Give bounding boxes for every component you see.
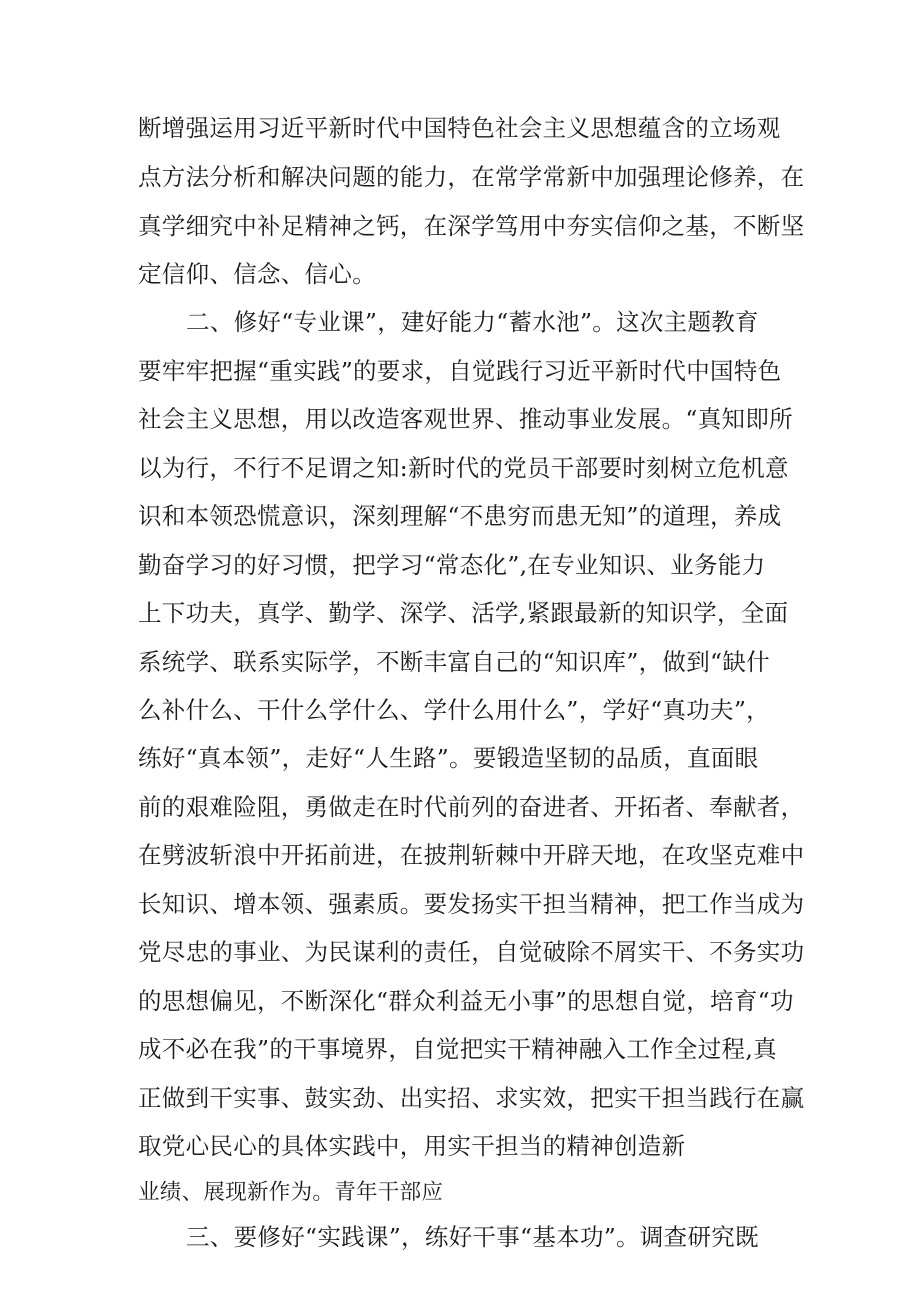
text-line: 成不必在我”的干事境界，自觉把实干精神融入工作全过程,真 <box>138 1035 777 1063</box>
text-line: 么补什么、干什么学什么、学什么用什么”，学好“真功夫”， <box>138 696 770 724</box>
text-line: 真学细究中补足精神之钙，在深学笃用中夯实信仰之基，不断坚 <box>138 212 805 240</box>
text-line: 点方法分析和解决问题的能力，在常学常新中加强理论修养，在 <box>138 163 805 191</box>
text-line: 系统学、联系实际学，不断丰富自己的“知识库”，做到“缺什 <box>138 648 770 676</box>
text-line: 的思想偏见，不断深化“群众利益无小事”的思想自觉，培育“功 <box>138 987 794 1015</box>
text-line: 练好“真本领”，走好“人生路”。要锻造坚韧的品质，直面眼 <box>138 744 759 772</box>
text-line: 党尽忠的事业、为民谋利的责任，自觉破除不屑实干、不务实功 <box>138 938 805 966</box>
text-line: 前的艰难险阻，勇做走在时代前列的奋进者、开拓者、奉献者， <box>138 793 805 821</box>
text-line: 识和本领恐慌意识，深刻理解“不患穷而患无知”的道理，养成 <box>138 502 782 530</box>
text-line: 断增强运用习近平新时代中国特色社会主义思想蕴含的立场观 <box>138 114 781 142</box>
text-line: 取党心民心的具体实践中，用实干担当的精神创造新 <box>138 1132 686 1160</box>
text-line: 业绩、展现新作为。青年干部应 <box>138 1180 444 1205</box>
text-line: 长知识、增本领、强素质。要发扬实干担当精神，把工作当成为 <box>138 890 805 918</box>
text-line: 定信仰、信念、信心。 <box>138 260 376 288</box>
text-line: 上下功夫，真学、勤学、深学、活学,紧跟最新的知识学，全面 <box>138 599 789 627</box>
text-line: 社会主义思想，用以改造客观世界、推动事业发展。“真知即所 <box>138 405 793 433</box>
text-line: 勤奋学习的好习惯，把学习“常态化”,在专业知识、业务能力 <box>138 551 766 579</box>
text-line: 以为行，不行不足谓之知:新时代的党员干部要时刻树立危机意 <box>138 454 789 482</box>
paragraph-heading-2: 二、修好“专业课”，建好能力“蓄水池”。这次主题教育 <box>186 308 759 336</box>
text-line: 要牢牢把握“重实践”的要求，自觉践行习近平新时代中国特色 <box>138 357 782 385</box>
paragraph-heading-3: 三、要修好“实践课”，练好干事“基本功”。调查研究既 <box>186 1223 759 1251</box>
text-line: 在劈波斩浪中开拓前进，在披荆斩棘中开辟天地，在攻坚克难中 <box>138 841 805 869</box>
text-line: 正做到干实事、鼓实劲、出实招、求实效，把实干担当践行在赢 <box>138 1084 805 1112</box>
